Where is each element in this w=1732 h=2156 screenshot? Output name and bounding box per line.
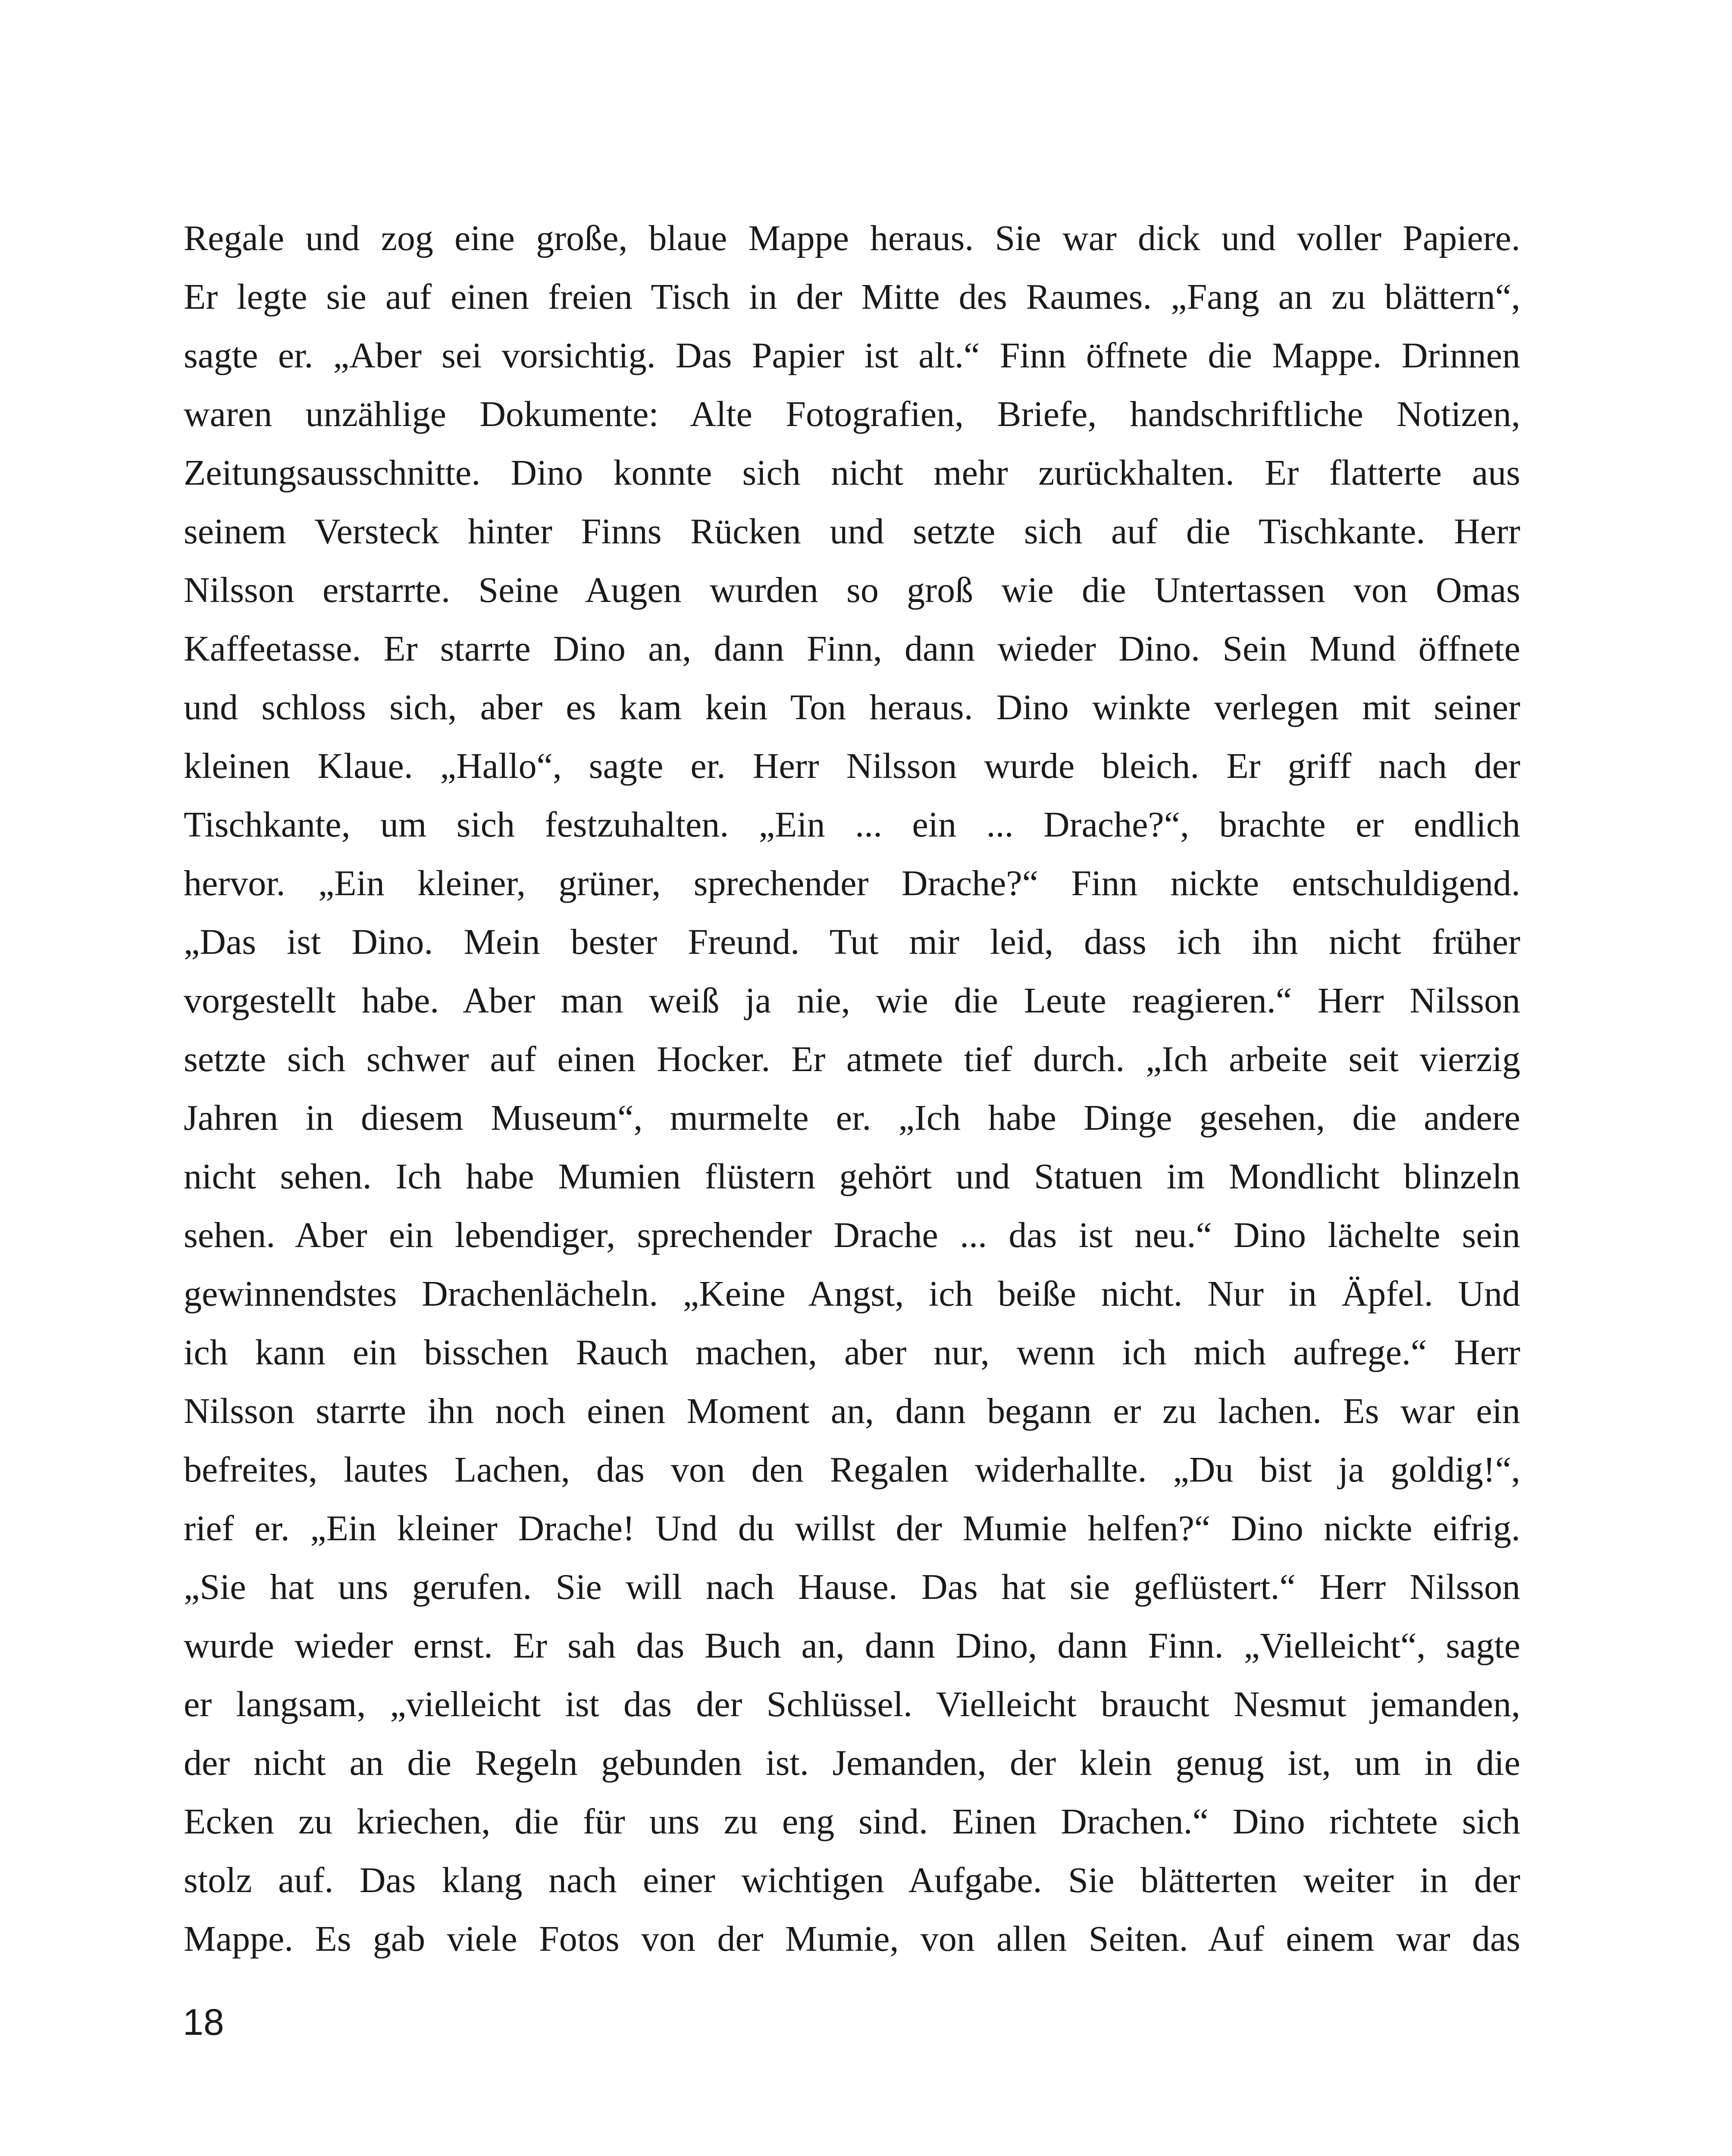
text-line: Mappe. Es gab viele Fotos von der Mumie, von allen Seiten. Auf einem war das <box>184 1919 1520 1959</box>
text-line: ich kann ein bisschen Rauch machen, aber nur, wenn ich mich aufrege.“ Herr <box>184 1332 1520 1373</box>
text-line: Ecken zu kriechen, die für uns zu eng sind. Einen Drachen.“ Dino richtete sich <box>184 1802 1520 1842</box>
text-line: sagte er. „Aber sei vorsichtig. Das Papier ist alt.“ Finn öffnete die Mappe. Drinnen <box>184 335 1520 376</box>
text-line: „Sie hat uns gerufen. Sie will nach Hause. Das hat sie geflüstert.“ Herr Nilsson <box>184 1567 1520 1607</box>
text-line: befreites, lautes Lachen, das von den Regalen widerhallte. „Du bist ja goldig!“, <box>184 1450 1520 1490</box>
text-line: sehen. Aber ein lebendiger, sprechender Drache ... das ist neu.“ Dino lächelte sein <box>184 1215 1520 1255</box>
text-line: waren unzählige Dokumente: Alte Fotografien, Briefe, handschriftliche Notizen, <box>184 394 1520 434</box>
text-line: setzte sich schwer auf einen Hocker. Er atmete tief durch. „Ich arbeite seit vierzig <box>184 1039 1520 1079</box>
text-line: seinem Versteck hinter Finns Rücken und setzte sich auf die Tischkante. Herr <box>184 511 1520 552</box>
text-line: „Das ist Dino. Mein bester Freund. Tut mir leid, dass ich ihn nicht früher <box>184 922 1520 962</box>
text-line: Er legte sie auf einen freien Tisch in der Mitte des Raumes. „Fang an zu blättern“, <box>184 277 1520 317</box>
text-line: gewinnendstes Drachenlächeln. „Keine Angst, ich beiße nicht. Nur in Äpfel. Und <box>184 1274 1520 1314</box>
text-line: Regale und zog eine große, blaue Mappe heraus. Sie war dick und voller Papiere. <box>184 218 1520 258</box>
text-line: Jahren in diesem Museum“, murmelte er. „Ich habe Dinge gesehen, die andere <box>184 1098 1520 1138</box>
text-line: nicht sehen. Ich habe Mumien flüstern gehört und Statuen im Mondlicht blinzeln <box>184 1156 1520 1197</box>
text-line: vorgestellt habe. Aber man weiß ja nie, wie die Leute reagieren.“ Herr Nilsson <box>184 981 1520 1021</box>
text-line: Zeitungsausschnitte. Dino konnte sich nicht mehr zurückhalten. Er flatterte aus <box>184 453 1520 493</box>
text-line: und schloss sich, aber es kam kein Ton heraus. Dino winkte verlegen mit seiner <box>184 687 1520 727</box>
text-line: Tischkante, um sich festzuhalten. „Ein ... ein ... Drache?“, brachte er endlich <box>184 805 1520 845</box>
text-line: Kaffeetasse. Er starrte Dino an, dann Finn, dann wieder Dino. Sein Mund öffnete <box>184 629 1520 669</box>
text-line: der nicht an die Regeln gebunden ist. Jemanden, der klein genug ist, um in die <box>184 1743 1520 1783</box>
body-text <box>184 209 1520 1968</box>
text-line: hervor. „Ein kleiner, grüner, sprechender Drache?“ Finn nickte entschuldigend. <box>184 863 1520 903</box>
text-line: stolz auf. Das klang nach einer wichtigen Aufgabe. Sie blätterten weiter in der <box>184 1860 1520 1900</box>
text-line: Nilsson erstarrte. Seine Augen wurden so groß wie die Untertassen von Omas <box>184 570 1520 610</box>
text-line: kleinen Klaue. „Hallo“, sagte er. Herr Nilsson wurde bleich. Er griff nach der <box>184 746 1520 786</box>
text-line: wurde wieder ernst. Er sah das Buch an, dann Dino, dann Finn. „Vielleicht“, sagte <box>184 1626 1520 1666</box>
text-line: Nilsson starrte ihn noch einen Moment an, dann begann er zu lachen. Es war ein <box>184 1391 1520 1431</box>
text-line: rief er. „Ein kleiner Drache! Und du willst der Mumie helfen?“ Dino nickte eifrig. <box>184 1508 1520 1548</box>
text-line: er langsam, „vielleicht ist das der Schlüssel. Vielleicht braucht Nesmut jemanden, <box>184 1684 1520 1724</box>
page-number: 18 <box>183 2002 224 2043</box>
